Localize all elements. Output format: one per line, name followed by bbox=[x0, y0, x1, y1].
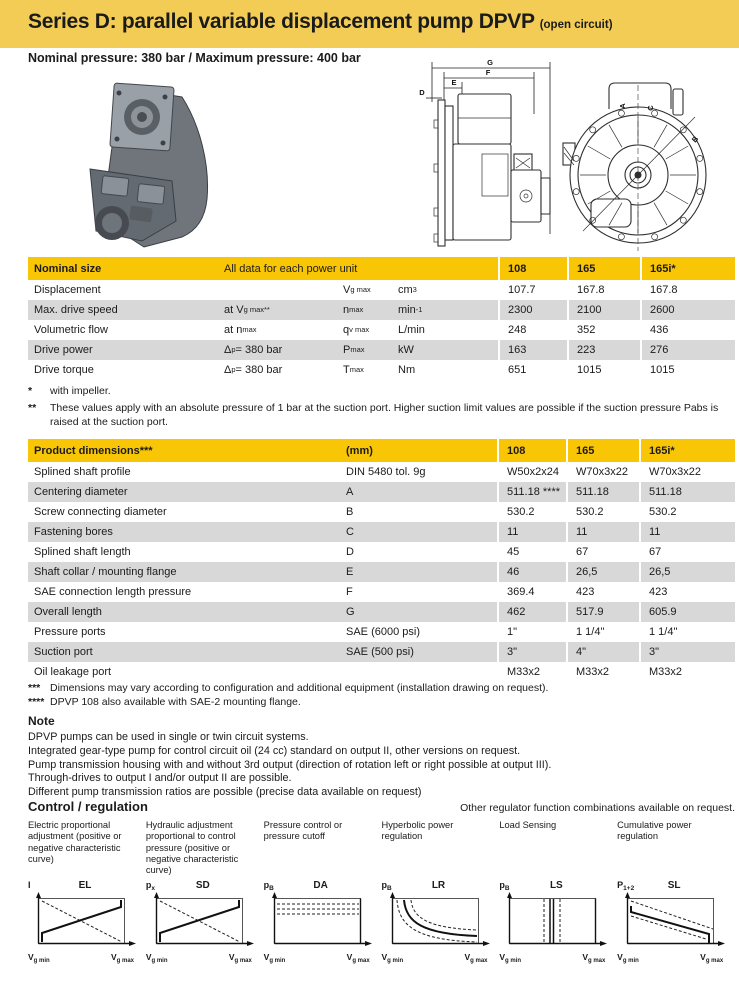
regulation-charts bbox=[28, 880, 735, 966]
chart-sl-title: SL bbox=[667, 880, 681, 892]
control-regulation-heading: Control / regulation bbox=[28, 799, 148, 814]
chart-ls: $p_B$ LS $V_{g min}$ $V_{g max}$ bbox=[499, 880, 606, 965]
table-row: Drive torque Δ p = 380 bar T max Nm 651 1015 1015 bbox=[28, 360, 735, 380]
footnote: *** Dimensions may vary according to configuration and additional equipment (installation drawing on request). bbox=[28, 682, 549, 694]
pump-side-view-drawing bbox=[416, 58, 556, 254]
dim-label-d: D bbox=[419, 88, 425, 97]
control-regulation-section bbox=[28, 799, 735, 966]
chart-el: I EL $V_{g min}$ $V_{g max}$ bbox=[28, 880, 134, 965]
note-line: Through-drives to output I and/or output II are possible. bbox=[28, 772, 292, 785]
chart-el-plot bbox=[28, 892, 136, 950]
dimensions-table-title: Product dimensions*** bbox=[28, 439, 340, 462]
footnote: **** DPVP 108 also available with SAE-2 mounting flange. bbox=[28, 696, 301, 708]
chart-ls-plot bbox=[499, 892, 607, 950]
chart-lr-title: LR bbox=[431, 880, 446, 892]
product-drawings bbox=[0, 57, 739, 255]
table-row: Suction port SAE (500 psi) 3" 4" 3" bbox=[28, 642, 735, 662]
table-row: Volumetric flow at n max q v max L/min 248 352 436 bbox=[28, 320, 735, 340]
chart-ls-title: LS bbox=[549, 880, 563, 892]
pump-front-view-drawing bbox=[561, 79, 713, 255]
chart-sd: $p_x$ SD $V_{g min}$ $V_{g max}$ bbox=[145, 880, 252, 965]
caption-sl: Cumulative power regulation bbox=[617, 820, 692, 842]
dim-label-e: E bbox=[451, 78, 457, 87]
dimensions-table-header bbox=[28, 439, 735, 462]
chart-sl-plot bbox=[617, 892, 725, 950]
table-row: Shaft collar / mounting flange E 46 26,5 26,5 bbox=[28, 562, 735, 582]
nominal-size-table bbox=[28, 257, 735, 380]
table-row: Displacement V g max cm 3 107.7 167.8 167.8 bbox=[28, 280, 735, 300]
table-row: Splined shaft length D 45 67 67 bbox=[28, 542, 735, 562]
table-row: Centering diameter A 511.18 **** 511.18 511.18 bbox=[28, 482, 735, 502]
dim-label-c: C bbox=[646, 105, 655, 111]
chart-sl: $P_{1+2}$ SL $V_{g min}$ $V_{g max}$ bbox=[617, 880, 724, 965]
table-row: Fastening bores C 11 11 11 bbox=[28, 522, 735, 542]
dim-label-g: G bbox=[487, 58, 493, 67]
table-row: Max. drive speed at V g max ** n max min -1 2300 2100 2600 bbox=[28, 300, 735, 320]
size-column-header: 165i* bbox=[640, 257, 735, 280]
note-heading: Note bbox=[28, 714, 55, 728]
size-column-header: 165 bbox=[566, 439, 639, 462]
control-regulation-note: Other regulator function combinations available on request. bbox=[460, 802, 735, 814]
note-line: DPVP pumps can be used in single or twin circuit systems. bbox=[28, 731, 309, 743]
note-line: Pump transmission housing with and without 3rd output (direction of rotation left or right possible at output III). bbox=[28, 758, 552, 771]
note-line: Integrated gear-type pump for control circuit oil (24 cc) standard on output II, other versions on request. bbox=[28, 744, 521, 757]
caption-el: Electric proportional adjustment (positive or negative characteristic curve) bbox=[28, 820, 122, 864]
dim-label-a: A bbox=[618, 103, 627, 109]
caption-ls: Load Sensing bbox=[499, 820, 557, 830]
dim-label-b: B bbox=[689, 134, 701, 145]
chart-da-plot bbox=[264, 892, 372, 950]
product-dimensions-table bbox=[28, 439, 735, 682]
caption-sd: Hydraulic adjustment proportional to control pressure (positive or negative characteristic curve) bbox=[145, 820, 239, 876]
dim-label-f: F bbox=[485, 68, 491, 77]
caption-lr: Hyperbolic power regulation bbox=[381, 820, 454, 842]
table-row: Oil leakage port M33x2 M33x2 M33x2 bbox=[28, 662, 735, 682]
footnote: ** These values apply with an absolute pressure of 1 bar at the suction port. Higher suction limit values are possible if the suction pressure Pabs is raised at the suction port. bbox=[28, 402, 719, 428]
chart-da: $p_B$ DA $V_{g min}$ $V_{g max}$ bbox=[263, 880, 370, 965]
footnote: * with impeller. bbox=[28, 385, 111, 397]
regulation-captions bbox=[28, 820, 735, 876]
dimensions-table-unit: (mm) bbox=[340, 439, 497, 462]
page-title: Series D: parallel variable displacement pump DPVP bbox=[28, 10, 535, 33]
chart-lr: $p_B$ LR $V_{g min}$ $V_{g max}$ bbox=[381, 880, 488, 965]
size-column-header: 165 bbox=[567, 257, 640, 280]
side-view-outline bbox=[438, 94, 550, 246]
note-section bbox=[28, 714, 735, 800]
table-row: Overall length G 462 517.9 605.9 bbox=[28, 602, 735, 622]
table-row: Drive power Δ p = 380 bar P max kW 163 223 276 bbox=[28, 340, 735, 360]
table-row: Screw connecting diameter B 530.2 530.2 530.2 bbox=[28, 502, 735, 522]
title-banner bbox=[0, 0, 739, 48]
nominal-table-subtitle: All data for each power unit bbox=[218, 257, 498, 280]
page-title-suffix: (open circuit) bbox=[539, 19, 613, 31]
footnotes-top bbox=[28, 384, 735, 429]
nominal-table-title: Nominal size bbox=[28, 257, 218, 280]
pump-top-flange bbox=[110, 83, 174, 151]
pressure-subtitle: Nominal pressure: 380 bar / Maximum pressure: 400 bar bbox=[28, 51, 361, 65]
chart-sd-title: SD bbox=[195, 880, 210, 892]
chart-da-title: DA bbox=[313, 880, 328, 892]
note-line: Different pump transmission ratios are possible (precise data available on request) bbox=[28, 786, 422, 799]
size-column-header: 108 bbox=[497, 439, 566, 462]
chart-sd-plot bbox=[146, 892, 254, 950]
caption-da: Pressure control or pressure cutoff bbox=[263, 820, 343, 842]
size-column-header: 165i* bbox=[639, 439, 735, 462]
table-row: Pressure ports SAE (6000 psi) 1" 1 1/4" 1 1/4" bbox=[28, 622, 735, 642]
nominal-table-header bbox=[28, 257, 735, 280]
size-column-header: 108 bbox=[498, 257, 567, 280]
table-row: Splined shaft profile DIN 5480 tol. 9g W50x2x24 W70x3x22 W70x3x22 bbox=[28, 462, 735, 482]
chart-lr-plot bbox=[382, 892, 490, 950]
table-row: SAE connection length pressure F 369.4 423 423 bbox=[28, 582, 735, 602]
pump-3d-image bbox=[86, 81, 220, 249]
footnotes-bottom bbox=[28, 681, 735, 709]
chart-el-title: EL bbox=[78, 880, 92, 892]
